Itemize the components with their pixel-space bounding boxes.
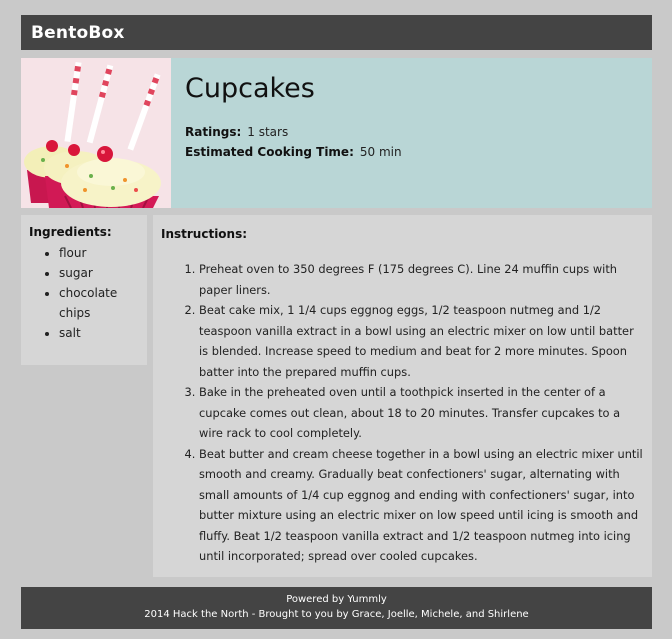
recipe-summary — [185, 74, 642, 162]
ingredient-item: • chocolate chips — [59, 283, 139, 323]
instruction-step: 1. Preheat oven to 350 degrees F (175 degrees C). Line 24 muffin cups with paper liners. — [199, 259, 644, 300]
cooking-time-value: 50 min — [359, 144, 402, 159]
footer-powered-by: Powered by Yummly — [286, 594, 387, 605]
ratings-value: 1 stars — [247, 124, 289, 139]
page-footer — [21, 587, 652, 629]
app-header — [21, 15, 652, 50]
cupcakes-illustration — [21, 58, 171, 208]
instruction-step: 2. Beat cake mix, 1 1/4 cups eggnog eggs, 1/2 teaspoon nutmeg and 1/2 teaspoon vanilla extract in a bowl using an electric mixer on low until batter is blended. Increase speed to medium and beat for 2 more minutes. Spoon batter into the prepared muffin cups. — [199, 300, 644, 382]
instruction-step: 4. Beat butter and cream cheese together in a bowl using an electric mixer until smooth and creamy. Gradually beat confectioners' sugar, alternating with small amounts of 1/4 cup eggnog and ending with confectioners' sugar, into butter mixture using an electric mixer on low speed until icing is smooth and fluffy. Beat 1/2 teaspoon vanilla extract and 1/2 teaspoon nutmeg into icing until incorporated; spread over cooled cupcakes. — [199, 444, 644, 567]
ingredient-item: • salt — [59, 323, 139, 343]
cooking-time-row — [185, 142, 642, 162]
ingredients-heading: Ingredients: — [29, 225, 112, 239]
ratings-row — [185, 122, 642, 142]
instructions-list — [161, 259, 644, 567]
ingredients-card — [21, 215, 147, 365]
ratings-label: Ratings: — [185, 124, 242, 139]
app-logo-title[interactable]: BentoBox — [31, 22, 125, 43]
recipe-title: Cupcakes — [185, 73, 315, 104]
ingredient-item: • sugar — [59, 263, 139, 283]
cooking-time-label: Estimated Cooking Time: — [185, 144, 354, 159]
ingredient-item: • flour — [59, 243, 139, 263]
ingredients-list — [29, 243, 139, 343]
instructions-heading: Instructions: — [161, 227, 248, 241]
recipe-hero — [21, 58, 652, 208]
instruction-step: 3. Bake in the preheated oven until a toothpick inserted in the center of a cupcake comes out clean, about 18 to 20 minutes. Transfer cupcakes to a wire rack to cool completely. — [199, 382, 644, 444]
footer-credits: 2014 Hack the North - Brought to you by Grace, Joelle, Michele, and Shirlene — [144, 609, 529, 620]
instructions-card — [153, 215, 652, 577]
cupcakes-photo — [21, 58, 171, 208]
